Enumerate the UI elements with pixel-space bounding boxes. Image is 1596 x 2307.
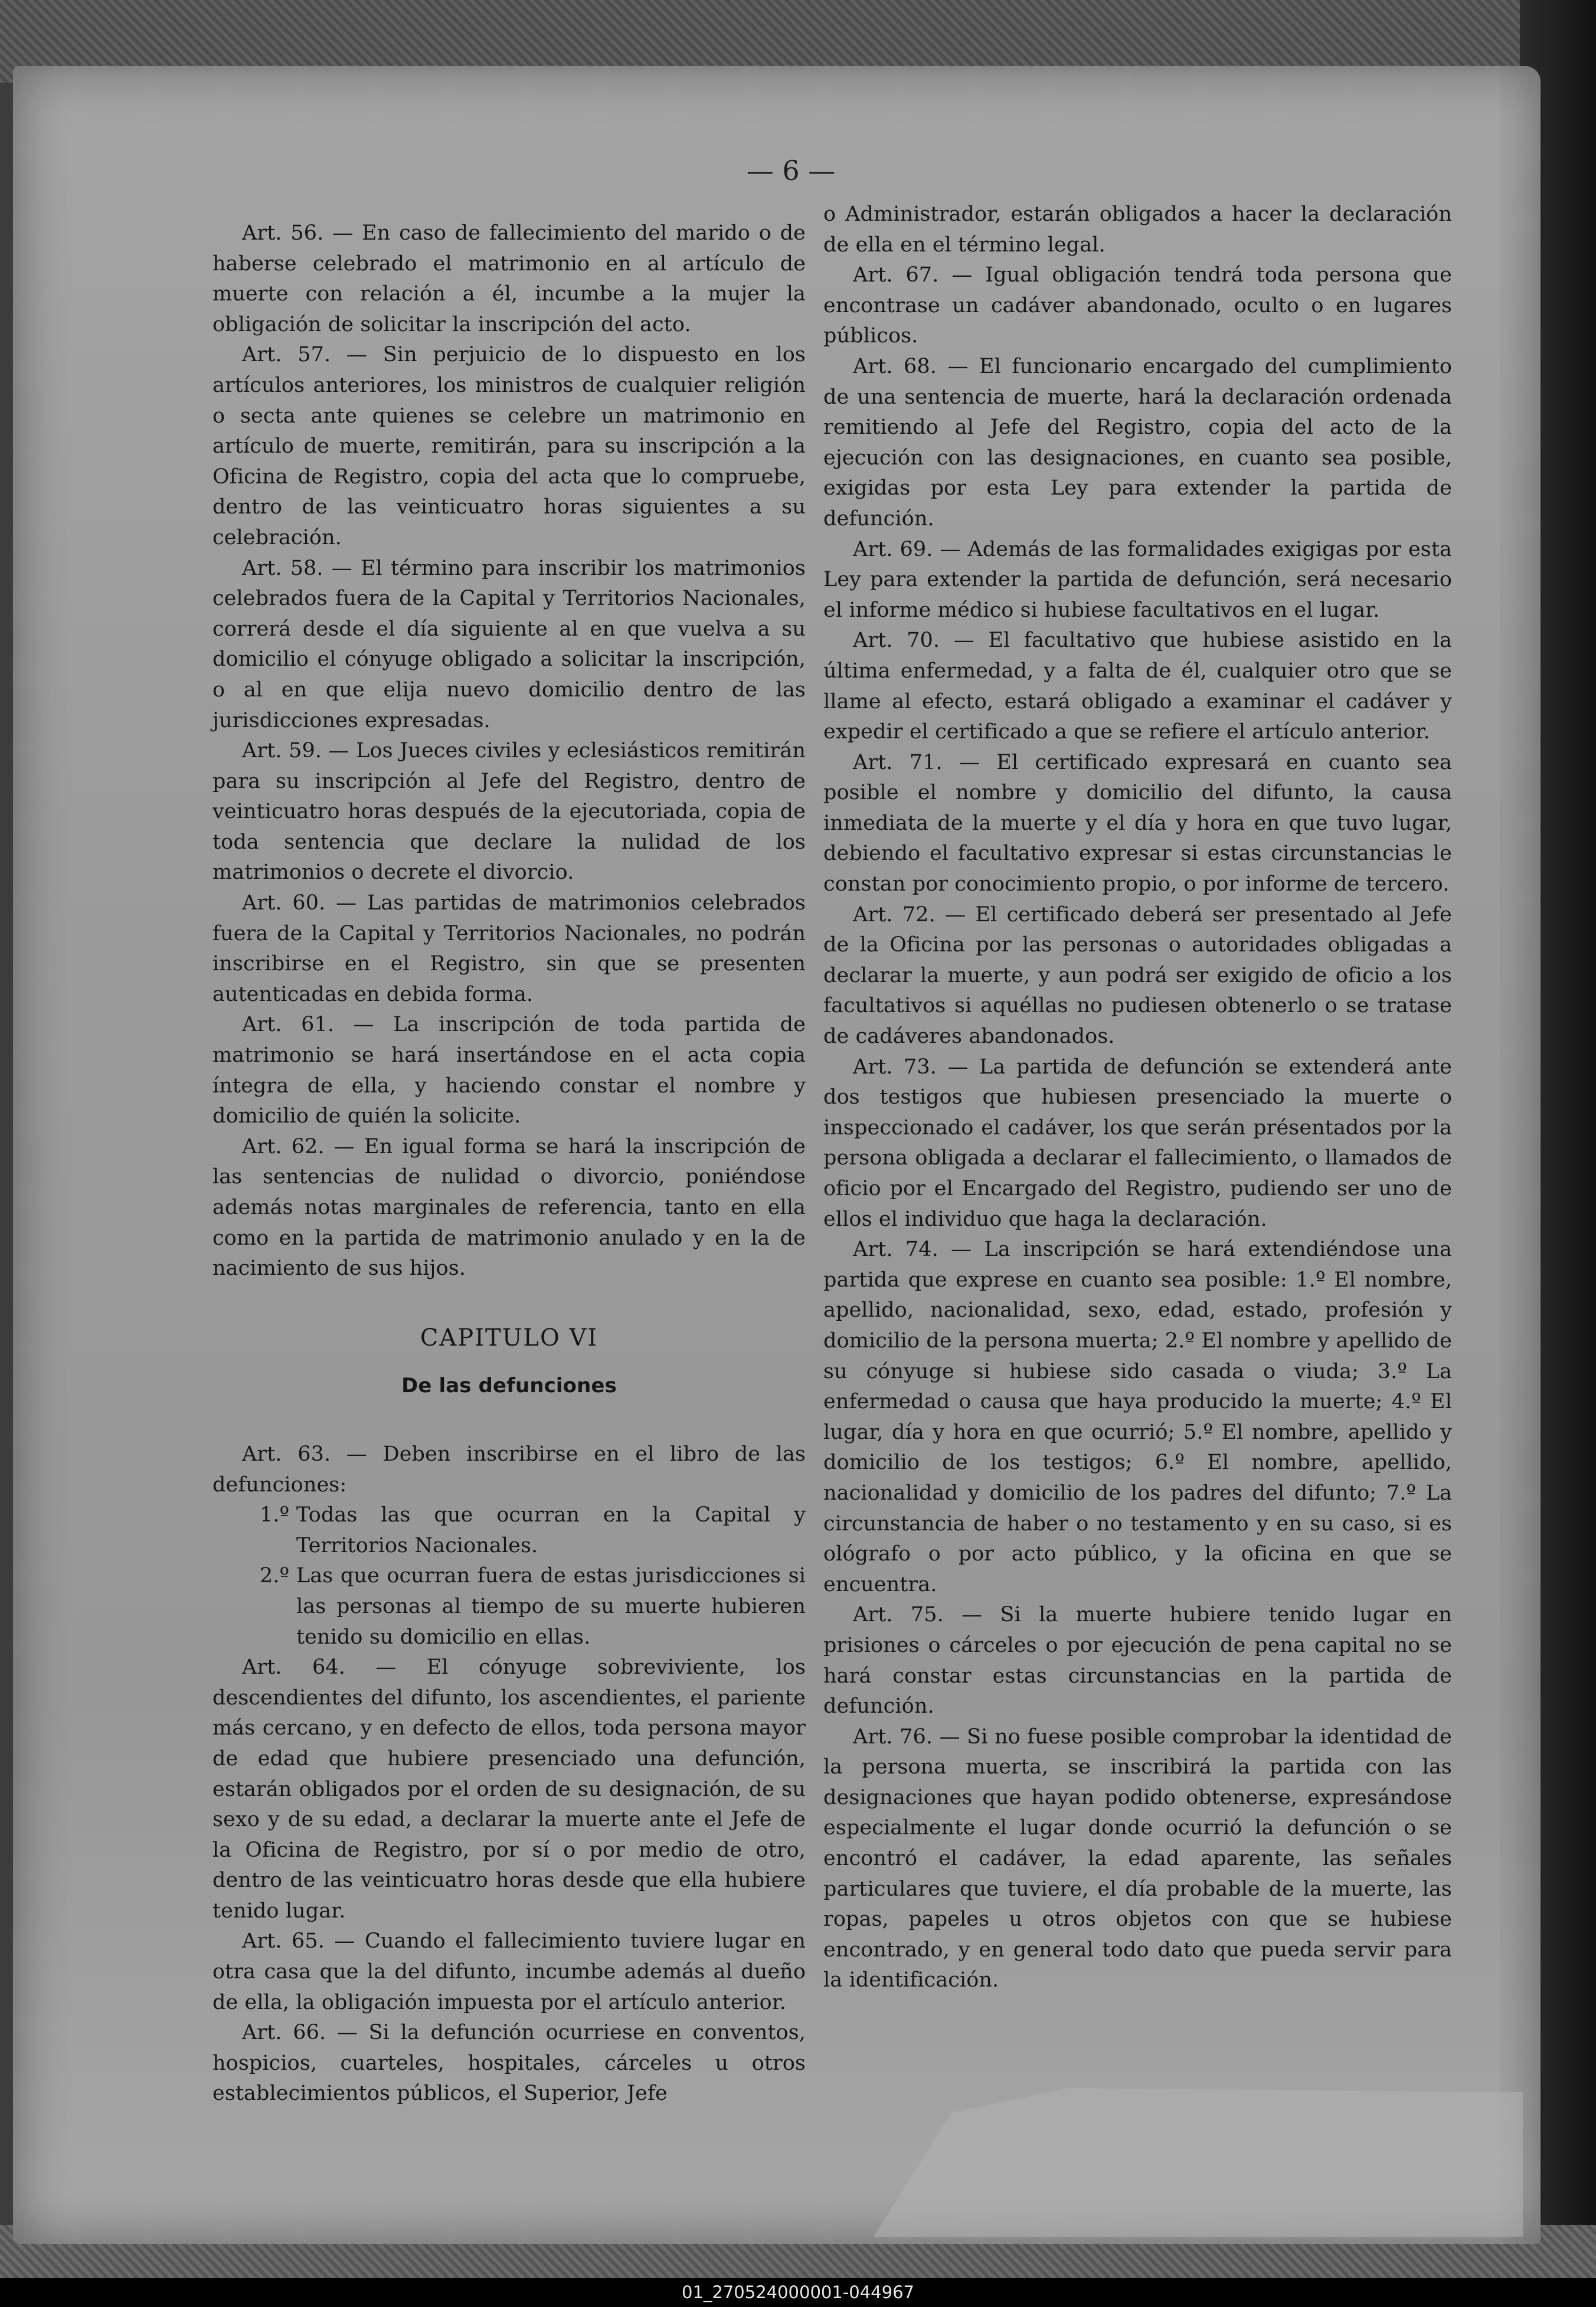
article-63-intro: Art. 63. — Deben inscribirse en el libro de las defunciones: bbox=[212, 1442, 806, 1497]
right-column bbox=[823, 199, 1452, 1996]
page-number: — 6 — bbox=[746, 155, 836, 186]
chapter-subtitle: De las defunciones bbox=[401, 1374, 617, 1398]
article-74: Art. 74. — La inscripción se hará extendiéndose una partida que exprese en cuanto sea posible: 1.º El nombre, apellido, nacionalidad, sexo, edad, estado, profesión y domicilio de la persona muerta; 2.º El nombre y apellido de su cónyuge si hubiese sido casada o viuda; 3.º La enfermedad o causa que haya producido la muerte; 4.º El lugar, día y hora en que ocurrió; 5.º El nombre, apellido y domicilio de los testigos; 6.º El nombre, apellido, nacionalidad y domicilio de los padres del difunto; 7.º La circunstancia de haber o no testamento y en su caso, si es ológrafo o por acto público, y la oficina en que se encuentra. bbox=[823, 1238, 1452, 1596]
left-column bbox=[212, 218, 806, 2109]
article-68: Art. 68. — El funcionario encargado del cumplimiento de una sentencia de muerte, hará la declaración ordenada remitiendo al Jefe del Registro, copia del acto de la ejecución con las designaciones, en cuanto sea posible, exigidas por esta Ley para extender la partida de defunción. bbox=[823, 354, 1452, 531]
list-item-text: Todas las que ocurran en la Capital y Territorios Nacionales. bbox=[296, 1503, 806, 1557]
article-72: Art. 72. — El certificado deberá ser presentado al Jefe de la Oficina por las personas o autoridades obligadas a declarar la muerte, y aun podrá ser exigido de oficio a los facultativos si aquéllas no pudiesen obtenerlo o se tratase de cadáveres abandonados. bbox=[823, 902, 1452, 1049]
article-59: Art. 59. — Los Jueces civiles y eclesiásticos remitirán para su inscripción al Jefe del Registro, dentro de veinticuatro horas después de la ejecutoriada, copia de toda sentencia que declare la nulidad de los matrimonios o decrete el divorcio. bbox=[212, 739, 806, 885]
article-69: Art. 69. — Además de las formalidades exigigas por esta Ley para extender la partida de defunción, será necesario el informe médico si hubiese facultativos en el lugar. bbox=[823, 537, 1452, 622]
article-64: Art. 64. — El cónyuge sobreviviente, los descendientes del difunto, los ascendientes, el pariente más cercano, y en defecto de ellos, toda persona mayor de edad que hubiere presenciado una defunción, estarán obligados por el orden de su designación, de su sexo y de su edad, a declarar la muerte ante el Jefe de la Oficina de Registro, por sí o por medio de otro, dentro de las veinticuatro horas desde que ella hubiere tenido lugar. bbox=[212, 1655, 806, 1923]
list-item-number: 2.º bbox=[260, 1564, 290, 1588]
scan-footer-label: 01_270524000001-044967 bbox=[0, 2278, 1596, 2307]
article-75: Art. 75. — Si la muerte hubiere tenido lugar en prisiones o cárceles o por ejecución de pena capital no se hará constar estas circunstancias en la partida de defunción. bbox=[823, 1603, 1452, 1719]
article-66-start: Art. 66. — Si la defunción ocurriese en conventos, hospicios, cuarteles, hospitales, cárceles u otros establecimientos públicos, el Superior, Jefe bbox=[212, 2021, 806, 2106]
list-item bbox=[212, 1500, 806, 1561]
article-76: Art. 76. — Si no fuese posible comprobar la identidad de la persona muerta, se inscribirá la partida con las designaciones que hayan podido obtenerse, expresándose especialmente el lugar donde ocurrió la defunción o se encontró el cadáver, la edad aparente, las señales particulares que tuviere, el día probable de la muerte, las ropas, papeles u otros objetos con que se hubiese encontrado, y en general todo dato que pueda servir para la identificación. bbox=[823, 1724, 1452, 1992]
article-57: Art. 57. — Sin perjuicio de lo dispuesto en los artículos anteriores, los ministros de cualquier religión o secta ante quienes se celebre un matrimonio en artículo de muerte, remitirán, para su inscripción a la Oficina de Registro, copia del acta que lo compruebe, dentro de las veinticuatro horas siguientes a su celebración. bbox=[212, 343, 806, 549]
list-item-text: Las que ocurran fuera de estas jurisdicciones si las personas al tiempo de su muerte hubieren tenido su domicilio en ellas. bbox=[296, 1564, 806, 1649]
chapter-heading: CAPITULO VI bbox=[420, 1324, 598, 1352]
list-item-number: 1.º bbox=[260, 1503, 290, 1527]
article-71: Art. 71. — El certificado expresará en cuanto sea posible el nombre y domicilio del difunto, la causa inmediata de la muerte y el día y hora en que tuvo lugar, debiendo el facultativo expresar si estas circunstancias le constan por conocimiento propio, o por informe de tercero. bbox=[823, 750, 1452, 896]
article-58: Art. 58. — El término para inscribir los matrimonios celebrados fuera de la Capital y Territorios Nacionales, correrá desde el día siguiente al en que vuelva a su domicilio el cónyuge obligado a solicitar la inscripción, o al en que elija nuevo domicilio dentro de las jurisdicciones expresadas. bbox=[212, 556, 806, 732]
article-73: Art. 73. — La partida de defunción se extenderá ante dos testigos que hubiesen presenciado la muerte o inspeccionado el cadáver, los que serán présentados por la persona obligada a declarar el fallecimiento, o llamados de oficio por el Encargado del Registro, pudiendo ser uno de ellos el individuo que haga la declaración. bbox=[823, 1055, 1452, 1231]
article-56: Art. 56. — En caso de fallecimiento del marido o de haberse celebrado el matrimonio en al artículo de muerte con relación a él, incumbe a la mujer la obligación de solicitar la inscripción del acto. bbox=[212, 221, 806, 336]
article-60: Art. 60. — Las partidas de matrimonios celebrados fuera de la Capital y Territorios Nacionales, no podrán inscribirse en el Registro, sin que se presenten autenticadas en debida forma. bbox=[212, 891, 806, 1006]
article-65: Art. 65. — Cuando el fallecimiento tuviere lugar en otra casa que la del difunto, incumbe además al dueño de ella, la obligación impuesta por el artículo anterior. bbox=[212, 1929, 806, 2014]
article-62: Art. 62. — En igual forma se hará la inscripción de las sentencias de nulidad o divorcio, poniéndose además notas marginales de referencia, tanto en ella como en la partida de matrimonio anulado y en la de nacimiento de sus hijos. bbox=[212, 1134, 806, 1281]
article-66-end: o Administrador, estarán obligados a hacer la declaración de ella en el término legal. bbox=[823, 202, 1452, 257]
list-item bbox=[212, 1561, 806, 1652]
article-67: Art. 67. — Igual obligación tendrá toda persona que encontrase un cadáver abandonado, oculto o en lugares públicos. bbox=[823, 263, 1452, 348]
article-61: Art. 61. — La inscripción de toda partida de matrimonio se hará insertándose en el acta copia íntegra de ella, y haciendo constar el nombre y domicilio de quién la solicite. bbox=[212, 1013, 806, 1128]
article-70: Art. 70. — El facultativo que hubiese asistido en la última enfermedad, y a falta de él, cualquier otro que se llame al efecto, estará obligado a examinar el cadáver y expedir el certificado a que se refiere el artículo anterior. bbox=[823, 629, 1452, 744]
